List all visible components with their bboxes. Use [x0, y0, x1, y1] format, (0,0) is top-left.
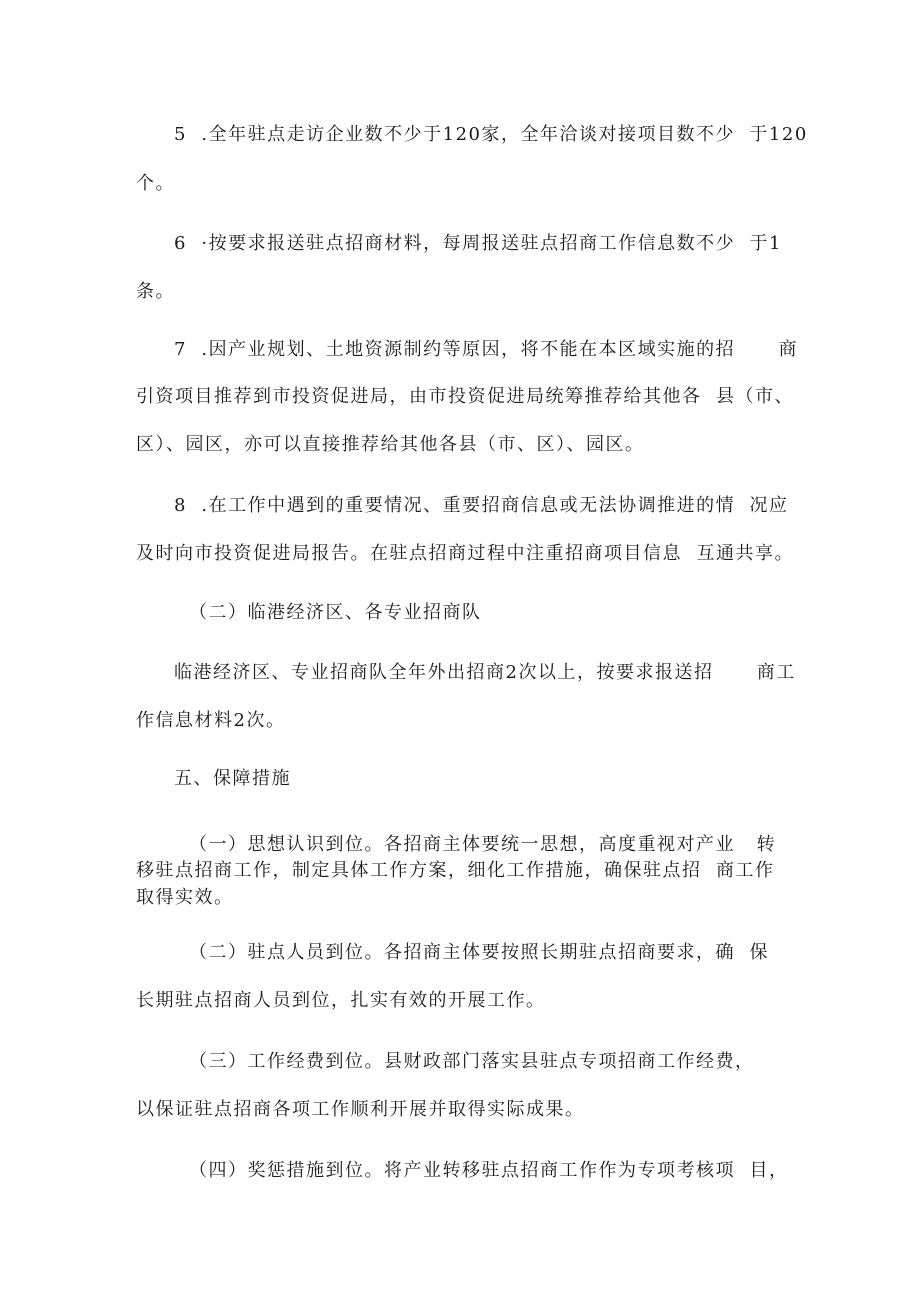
paragraph-measure-4-line-1: （四）奖惩措施到位。将产业转移驻点招商工作作为专项考核项 目，: [189, 1160, 789, 1181]
paragraph-5-line-1: 5 .全年驻点走访企业数不少于120家，全年洽谈对接项目数不少 于120: [174, 124, 808, 145]
paragraph-lingang-line-2: 作信息材料2次。: [136, 710, 286, 731]
paragraph-8-line-2: 及时向市投资促进局报告。在驻点招商过程中注重招商项目信息 互通共享。: [136, 543, 794, 564]
paragraph-7-line-1: 7 .因产业规划、土地资源制约等原因，将不能在本区域实施的招 商: [174, 339, 798, 360]
section-heading-safeguards: 五、保障措施: [174, 768, 291, 789]
paragraph-6-line-2: 条。: [136, 281, 175, 302]
paragraph-measure-1-line-2: 移驻点招商工作，制定具体工作方案，细化工作措施，确保驻点招 商工作: [136, 860, 775, 881]
paragraph-7-line-2: 引资项目推荐到市投资促进局，由市投资促进局统筹推荐给其他各 县（市、: [136, 386, 794, 407]
paragraph-6-line-1: 6 ·按要求报送驻点招商材料，每周报送驻点招商工作信息数不少 于1: [174, 233, 783, 254]
paragraph-7-line-3: 区）、园区，亦可以直接推荐给其他各县（市、区）、园区。: [136, 434, 645, 455]
subheading-lingang: （二）临港经济区、各专业招商队: [189, 602, 482, 623]
paragraph-measure-3-line-1: （三）工作经费到位。县财政部门落实县驻点专项招商工作经费，: [189, 1051, 755, 1072]
paragraph-5-line-2: 个。: [136, 173, 175, 194]
paragraph-measure-2-line-1: （二）驻点人员到位。各招商主体要按照长期驻点招商要求，确 保: [189, 942, 769, 963]
paragraph-measure-1-line-1: （一）思想认识到位。各招商主体要统一思想，高度重视对产业 转: [189, 834, 777, 855]
paragraph-8-line-1: 8 .在工作中遇到的重要情况、重要招商信息或无法协调推进的情 况应: [174, 495, 789, 516]
paragraph-measure-3-line-2: 以保证驻点招商各项工作顺利开展并取得实际成果。: [136, 1099, 585, 1120]
paragraph-lingang-line-1: 临港经济区、专业招商队全年外出招商2次以上，按要求报送招 商工: [174, 662, 796, 683]
paragraph-measure-2-line-2: 长期驻点招商人员到位，扎实有效的开展工作。: [136, 990, 546, 1011]
paragraph-measure-1-line-3: 取得实效。: [136, 887, 234, 908]
